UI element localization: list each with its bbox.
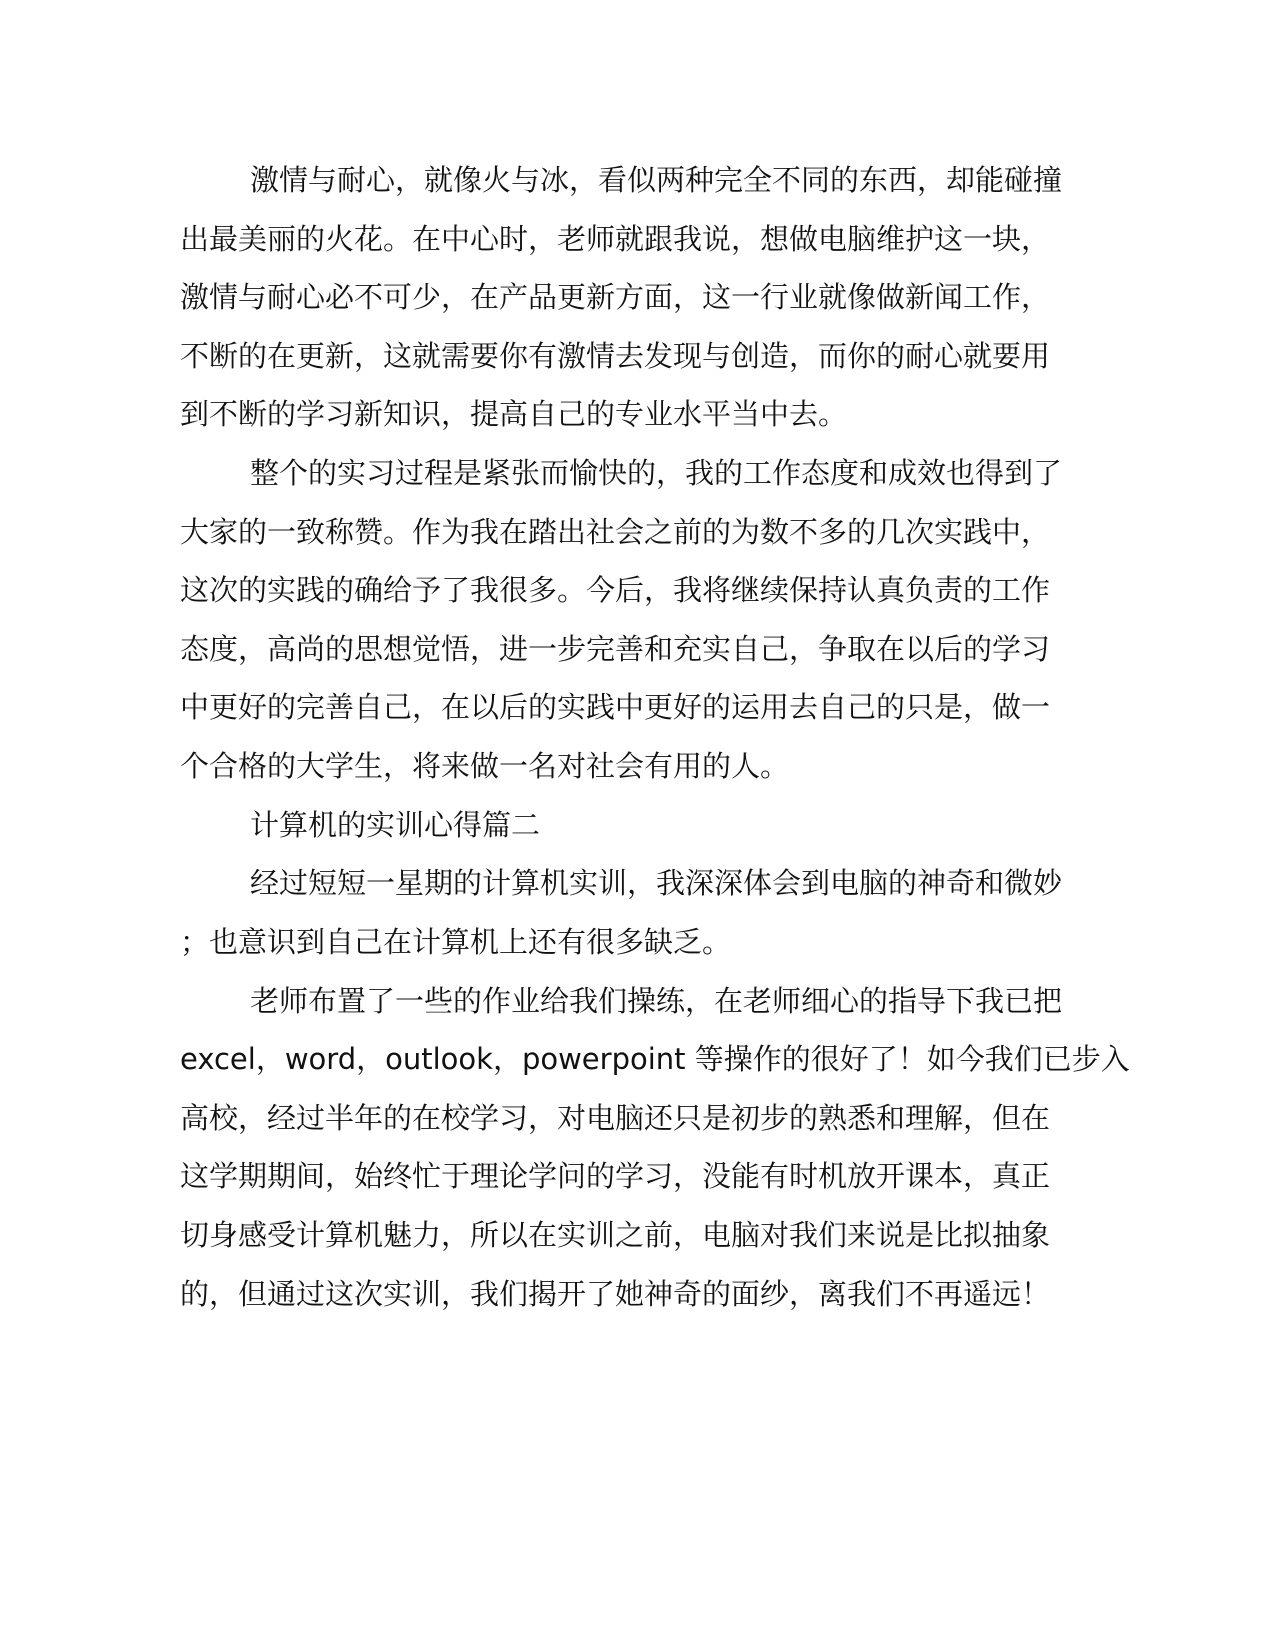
- text-line: 老师布置了一些的作业给我们操练，在老师细心的指导下我已把: [250, 984, 1063, 1018]
- text-line: 个合格的大学生，将来做一名对社会有用的人。: [180, 749, 790, 783]
- text-line: 到不断的学习新知识，提高自己的专业水平当中去。: [180, 397, 848, 431]
- text-line: 的，但通过这次实训，我们揭开了她神奇的面纱，离我们不再遥远！: [180, 1277, 1051, 1311]
- text-line: 整个的实习过程是紧张而愉快的，我的工作态度和成效也得到了: [250, 456, 1063, 490]
- text-line: 激情与耐心必不可少，在产品更新方面，这一行业就像做新闻工作，: [180, 280, 1051, 314]
- text-line: 切身感受计算机魅力，所以在实训之前，电脑对我们来说是比拟抽象: [180, 1218, 1051, 1252]
- text-line: 态度，高尚的思想觉悟，进一步完善和充实自己，争取在以后的学习: [180, 632, 1051, 666]
- text-line: ；也意识到自己在计算机上还有很多缺乏。: [180, 925, 732, 959]
- text-line: 经过短短一星期的计算机实训，我深深体会到电脑的神奇和微妙: [250, 866, 1063, 900]
- text-line: 出最美丽的火花。在中心时，老师就跟我说，想做电脑维护这一块，: [180, 222, 1051, 256]
- section-heading: 计算机的实训心得篇二: [250, 808, 541, 842]
- text-line: 不断的在更新，这就需要你有激情去发现与创造，而你的耐心就要用: [180, 339, 1051, 373]
- text-line: excel，word，outlook，powerpoint 等操作的很好了！如今我们已步入: [180, 1042, 1130, 1076]
- text-line: 这次的实践的确给予了我很多。今后，我将继续保持认真负责的工作: [180, 573, 1051, 607]
- text-line: 激情与耐心，就像火与冰，看似两种完全不同的东西，却能碰撞: [250, 163, 1063, 197]
- text-line: 中更好的完善自己，在以后的实践中更好的运用去自己的只是，做一: [180, 690, 1051, 724]
- text-line: 大家的一致称赞。作为我在踏出社会之前的为数不多的几次实践中，: [180, 515, 1051, 549]
- text-line: 高校，经过半年的在校学习，对电脑还只是初步的熟悉和理解，但在: [180, 1101, 1051, 1135]
- text-line: 这学期期间，始终忙于理论学问的学习，没能有时机放开课本，真正: [180, 1159, 1051, 1193]
